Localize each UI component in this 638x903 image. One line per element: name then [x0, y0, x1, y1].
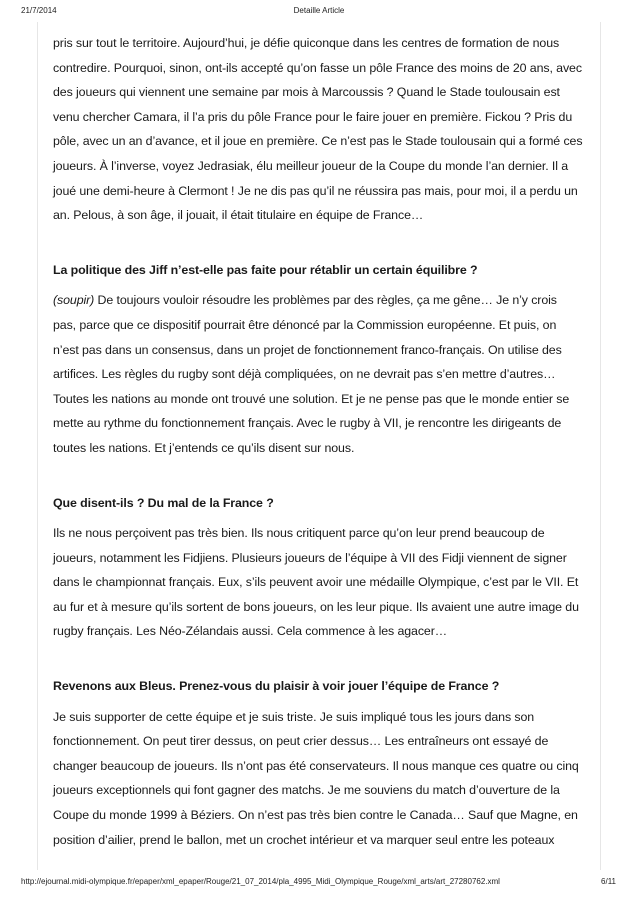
answer-3: Je suis supporter de cette équipe et je suis triste. Je suis impliqué tous les jours dans son fonctionnement. On peut tirer dessus, on peut crier dessus… Les entraîneurs ont essayé de changer beaucoup de joueurs. Ils n’ont pas été conservateurs. Il nous manque ces quatre ou cinq joueurs exceptionnels qui font gagner des matchs. Je me souviens du match d’ouverture de la Coupe du monde 1999 à Béziers. On n’est pas très bien contre le Canada… Sauf que Magne, en position d’ailier, prend le ballon, met un crochet intérieur et va marquer seul entre les poteaux [53, 709, 579, 847]
answer-2: Ils ne nous perçoivent pas très bien. Ils nous critiquent parce qu’on leur prend beaucoup de joueurs, notamment les Fidjiens. Plusieurs joueurs de l’équipe à VII des Fidji viennent de signer dans le championnat français. Eux, s’ils peuvent avoir une médaille Olympique, c’est par le VII. Et au fur et à mesure qu’ils sortent de bons joueurs, on les leur pique. Ils avaient une autre image du rugby français. Les Néo-Zélandais aussi. Cela commence à les agacer… [53, 526, 579, 639]
answer-1 [53, 288, 583, 460]
print-page-title: Detaille Article [293, 6, 345, 15]
source-url: http://ejournal.midi-olympique.fr/epaper/xml_epaper/Rouge/21_07_2014/pla_4995_Midi_Olympique_Rouge/xml_arts/art_27280762.xml [21, 877, 500, 886]
question-1: La politique des Jiff n’est-elle pas faite pour rétablir un certain équilibre ? [53, 262, 478, 277]
answer-1-text: De toujours vouloir résoudre les problèmes par des règles, ça me gêne… Je n’y crois pas, parce que ce dispositif pourrait être dénoncé par la Commission européenne. Et puis, on n’est pas dans un consensus, dans un projet de fonctionnement franco-français. On utilise des artifices. Les règles du rugby sont déjà compliquées, on ne devrait pas s’en mettre d’autres… Toutes les nations au monde ont trouvé une solution. Et je ne pense pas que le monde entier se mette au rythme du fonctionnement français. Avec le rugby à VII, je rencontre les dirigeants de toutes les nations. Et j’entends ce qu’ils disent sur nous. [53, 293, 570, 455]
print-header [0, 0, 638, 20]
print-date: 21/7/2014 [21, 6, 57, 15]
intro-paragraph: pris sur tout le territoire. Aujourd’hui, je défie quiconque dans les centres de formation de nous contredire. Pourquoi, sinon, ont-ils accepté qu’on fasse un pôle France des moins de 20 ans, avec des joueurs qui viennent une semaine par mois à Marcoussis ? Quand le Stade toulousain est venu chercher Camara, il l’a pris du pôle France pour le faire jouer en première. Fickou ? Pris du pôle, avec un an d’avance, et il joue en première. Ce n’est pas le Stade toulousain qui a formé ces joueurs. À l’inverse, voyez Jedrasiak, élu meilleur joueur de la Coupe du monde l’an dernier. Il a joué une demi-heure à Clermont ! Je ne dis pas qu’il ne réussira pas mais, pour moi, il a perdu un an. Pelous, à son âge, il jouait, il était titulaire en équipe de France… [53, 36, 583, 223]
question-3: Revenons aux Bleus. Prenez-vous du plaisir à voir jouer l’équipe de France ? [53, 679, 500, 694]
answer-1-aside: (soupir) [53, 293, 95, 308]
page-number: 6/11 [601, 877, 616, 886]
question-2: Que disent-ils ? Du mal de la France ? [53, 495, 274, 510]
print-footer [0, 872, 638, 892]
article-body [53, 31, 583, 852]
